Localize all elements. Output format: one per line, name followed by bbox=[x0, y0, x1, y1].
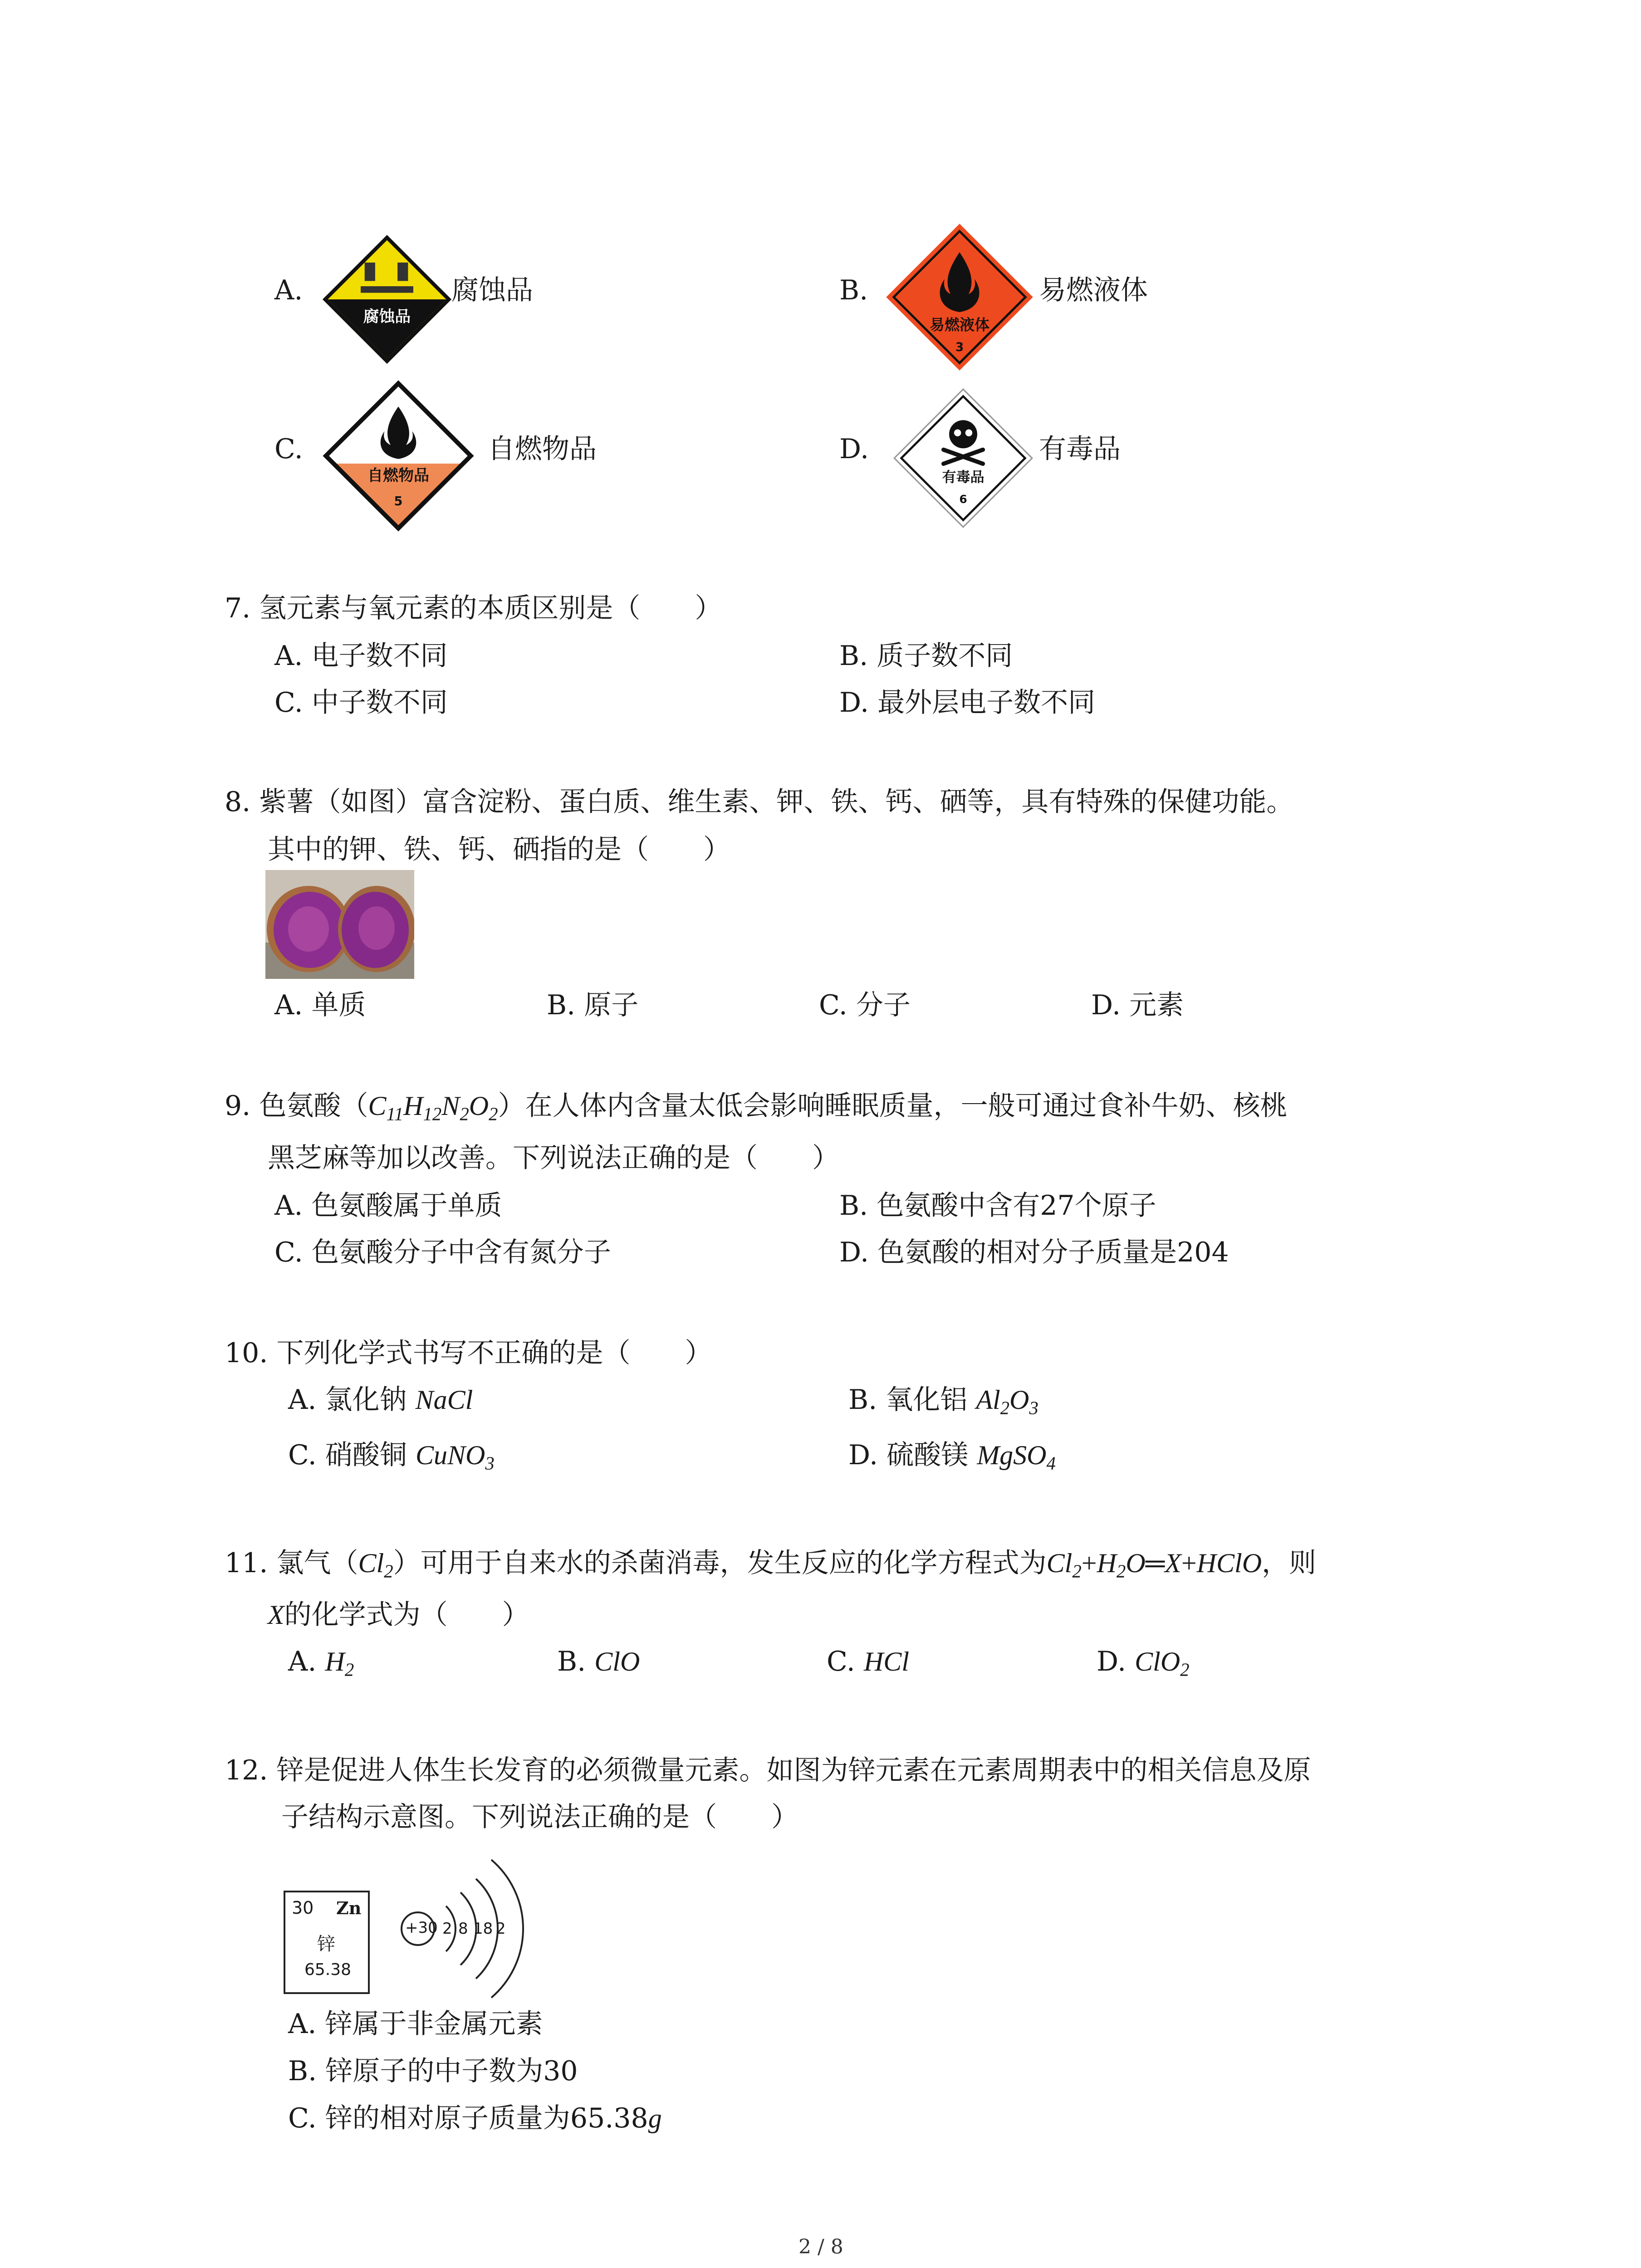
spontaneous-sign-number: 5 bbox=[394, 494, 403, 508]
q10-option-d: D. 硫酸镁 MgSO$_4$ bbox=[848, 1439, 1056, 1474]
corrosive-sign-text: 腐蚀品 bbox=[363, 308, 411, 326]
element-name: 锌 bbox=[317, 1934, 335, 1955]
q12-stem-line1: 12. 锌是促进人体生长发育的必须微量元素。如图为锌元素在元素周期表中的相关信息及原 bbox=[225, 1755, 1311, 1786]
shell-3-electrons: 18 bbox=[473, 1920, 493, 1938]
q8-option-c: C. 分子 bbox=[819, 989, 911, 1021]
shell-1-electrons: 2 bbox=[442, 1920, 452, 1938]
q11-option-c: C. HCl bbox=[827, 1646, 909, 1677]
q12-option-c: C. 锌的相对原子质量为65.38g bbox=[288, 2102, 662, 2134]
q11-option-a: A. $H_2$ bbox=[288, 1646, 354, 1680]
q8-stem-line1: 8. 紫薯（如图）富含淀粉、蛋白质、维生素、钾、铁、钙、硒等，具有特殊的保健功能。 bbox=[225, 786, 1294, 818]
q10-stem: 10. 下列化学式书写不正确的是（ ） bbox=[225, 1337, 712, 1369]
q7-option-c: C. 中子数不同 bbox=[274, 687, 448, 719]
q8-option-d: D. 元素 bbox=[1091, 989, 1184, 1021]
q9-stem-line2: 黑芝麻等加以改善。下列说法正确的是（ ） bbox=[268, 1142, 839, 1174]
q11-stem-line2: X的化学式为（ ） bbox=[268, 1599, 529, 1631]
q9-option-b: B. 色氨酸中含有27个原子 bbox=[839, 1190, 1156, 1222]
q9-option-a: A. 色氨酸属于单质 bbox=[274, 1190, 502, 1222]
option-d-label: 有毒品 bbox=[1039, 433, 1121, 465]
option-c-letter: C. bbox=[274, 433, 303, 465]
q8-option-a: A. 单质 bbox=[274, 989, 366, 1021]
atomic-mass: 65.38 bbox=[304, 1960, 352, 1979]
q8-stem-line2: 其中的钾、铁、钙、硒指的是（ ） bbox=[268, 834, 730, 865]
q12-option-a: A. 锌属于非金属元素 bbox=[288, 2008, 543, 2040]
q10-option-a: A. 氯化钠 NaCl bbox=[288, 1384, 473, 1416]
element-symbol: Zn bbox=[336, 1898, 362, 1918]
q9-option-d: D. 色氨酸的相对分子质量是204 bbox=[839, 1237, 1229, 1268]
periodic-table-tile bbox=[284, 1891, 370, 1994]
atomic-number: 30 bbox=[292, 1898, 314, 1918]
toxic-sign-number: 6 bbox=[959, 493, 967, 506]
q12-option-b: B. 锌原子的中子数为30 bbox=[288, 2055, 578, 2087]
corrosive-sign-image bbox=[321, 234, 453, 365]
q9-stem-line1: 9. 色氨酸$(C_{11}H_{12}N_2O_2)$在人体内含量太低会影响睡眠质量，一般可通过食补牛奶、核桃 bbox=[225, 1090, 1288, 1124]
flammable-liquid-sign-image bbox=[885, 222, 1034, 372]
shell-4-electrons: 2 bbox=[496, 1920, 506, 1938]
q10-option-b: B. 氧化铝 $Al_2O_3$ bbox=[848, 1384, 1038, 1418]
q12-stem-line2: 子结构示意图。下列说法正确的是（ ） bbox=[281, 1801, 798, 1833]
option-a-label: 腐蚀品 bbox=[451, 274, 533, 306]
option-b-letter: B. bbox=[839, 274, 868, 306]
shell-2-electrons: 8 bbox=[458, 1920, 468, 1938]
spontaneous-combustion-sign-image bbox=[321, 379, 475, 533]
q11-option-b: B. ClO bbox=[557, 1646, 640, 1677]
option-b-label: 易燃液体 bbox=[1039, 274, 1148, 306]
toxic-sign-text: 有毒品 bbox=[942, 469, 985, 486]
skull-icon bbox=[949, 420, 977, 448]
q11-option-d: D. ClO$_2$ bbox=[1097, 1646, 1190, 1680]
option-d-letter: D. bbox=[839, 433, 869, 465]
q7-option-a: A. 电子数不同 bbox=[274, 640, 448, 672]
flammable-sign-number: 3 bbox=[955, 340, 964, 354]
nucleus-charge: +30 bbox=[405, 1919, 438, 1937]
q9-option-c: C. 色氨酸分子中含有氮分子 bbox=[274, 1237, 611, 1268]
zinc-atom-structure-diagram bbox=[392, 1842, 529, 2014]
spontaneous-sign-text: 自燃物品 bbox=[367, 466, 429, 485]
q10-option-c: C. 硝酸铜 CuNO$_3$ bbox=[288, 1439, 495, 1474]
q7-option-b: B. 质子数不同 bbox=[839, 640, 1013, 672]
tryptophan-formula: $C_{11}H_{12}N_2O_2$ bbox=[368, 1091, 498, 1124]
q7-option-d: D. 最外层电子数不同 bbox=[839, 687, 1096, 719]
q8-option-b: B. 原子 bbox=[547, 989, 639, 1021]
q7-stem: 7. 氢元素与氧元素的本质区别是（ ） bbox=[225, 592, 722, 624]
option-a-letter: A. bbox=[274, 274, 303, 306]
toxic-sign-image bbox=[893, 388, 1034, 528]
flammable-sign-text: 易燃液体 bbox=[930, 316, 989, 334]
page-number: 2 / 8 bbox=[798, 2235, 843, 2258]
purple-sweet-potato-photo bbox=[265, 870, 414, 979]
q11-stem-line1: 11. 氯气$(Cl_2)$可用于自来水的杀菌消毒，发生反应的化学方程式为$Cl_2+H_2O═X+HClO$，则 bbox=[225, 1547, 1317, 1582]
option-c-label: 自燃物品 bbox=[488, 433, 597, 465]
chemical-equation: $Cl_2+H_2O═X+HClO$ bbox=[1046, 1548, 1262, 1582]
